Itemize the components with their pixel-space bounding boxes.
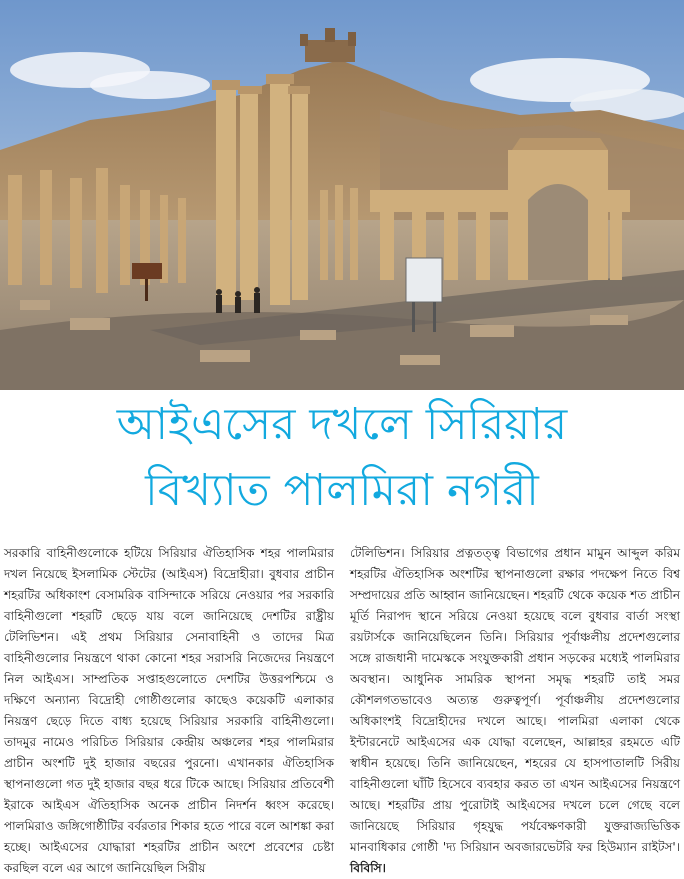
headline-line-2: বিখ্যাত পালমিরা নগরী [145,465,539,516]
column-2-text: টেলিভিশন। সিরিয়ার প্রত্নতত্ত্ব বিভাগের প্রধান মামুন আব্দুল করিম শহরটির ঐতিহাসিক অংশটির স্থাপনাগুলো রক্ষার পদক্ষেপ নিতে বিশ্ব সম্প্রদায়ের প্রতি আহ্বান জানিয়েছেন। শহরটি থেকে কয়েক শত প্রাচীন মূর্তি নিরাপদ স্থানে সরিয়ে নেওয়া হয়েছে বলে বুধবার বার্তা সংস্থা রয়টার্সকে জানিয়েছিলেন তিনি। সিরিয়ার পূর্বাঞ্চলীয় প্রদেশগুলোর সঙ্গে রাজধানী দামেস্ককে সংযুক্তকারী প্রধান সড়কের মধ্যেই পালমিরার অবস্থান। আধুনিক সামরিক স্থাপনা সমৃদ্ধ শহরটি তাই সমর কৌশলগতভাবেও অত্যন্ত গুরুত্বপূর্ণ। পূর্বাঞ্চলীয় প্রদেশগুলোর অধিকাংশই বিদ্রোহীদের দখলে আছে। পালমিরা এলাকা থেকে ইন্টারনেটে আইএসের এক যোদ্ধা বলেছেন, আল্লাহর রহমতে এটি স্বাধীন হয়েছে। তিনি জানিয়েছেন, শহরের যে হাসপাতালটি সিরীয় বাহিনীগুলো ঘাঁটি হিসেবে ব্যবহার করত তা এখন আইএসের নিয়ন্ত্রণে আছে। শহরটির প্রায় পুরোটাই আইএসের দখলে চলে গেছে বলে জানিয়েছে সিরিয়ার গৃহযুদ্ধ পর্যবেক্ষণকারী যুক্তরাজ্যভিত্তিক মানবাধিকার গোষ্ঠী 'দ্য সিরিয়ান অবজারভেটরি ফর হিউম্যান রাইটস'। [350,546,680,854]
headline-line-1: আইএসের দখলে সিরিয়ার [116,399,568,450]
article-column-2 [350,543,680,875]
headline [0,392,684,542]
column-2-paragraph [350,543,680,879]
article-body [4,543,680,875]
article-column-1 [4,543,334,875]
column-1-text: সরকারি বাহিনীগুলোকে হটিয়ে সিরিয়ার ঐতিহাসিক শহর পালমিরার দখল নিয়েছে ইসলামিক স্টেটের (আইএস) বিদ্রোহীরা। বুধবার প্রাচীন শহরটির অধিকাংশ বেসামরিক বাসিন্দাকে সরিয়ে নেওয়ার পর সরকারি বাহিনীগুলো শহরটি ছেড়ে যায় বলে জানিয়েছে দেশটির রাষ্ট্রীয় টেলিভিশন। এই প্রথম সিরিয়ার সেনাবাহিনী ও তাদের মিত্র বাহিনীগুলোর নিয়ন্ত্রণে থাকা কোনো শহর সরাসরি নিজেদের নিয়ন্ত্রণে নিল আইএস। সাম্প্রতিক সপ্তাহগুলোতে দেশটির উত্তরপশ্চিমে ও দক্ষিণে অন্যান্য বিদ্রোহী গোষ্ঠীগুলোর কাছেও কয়েকটি এলাকার নিয়ন্ত্রণ ছেড়ে দিতে বাধ্য হয়েছে সিরিয়ার সরকারি বাহিনীগুলো। তাদমুর নামেও পরিচিত সিরিয়ার কেন্দ্রীয় অঞ্চলের শহর পালমিরার প্রাচীন অংশটি দুই হাজার বছরের পুরনো। এখানকার ঐতিহাসিক স্থাপনাগুলো গত দুই হাজার বছর ধরে টিকে আছে। সিরিয়ার প্রতিবেশী ইরাকে আইএস ঐতিহাসিক অনেক প্রাচীন নিদর্শন ধ্বংস করেছে। পালমিরাও জঙ্গিগোষ্ঠীটির বর্বরতার শিকার হতে পারে বলে আশঙ্কা করা হচ্ছে। আইএসের যোদ্ধারা শহরটির প্রাচীন অংশে প্রবেশের চেষ্টা করছিল বলে এর আগে জানিয়েছিল সিরীয় [4,546,334,875]
source-credit: বিবিসি। [350,861,386,875]
palmyra-ruins-photo [0,0,684,390]
